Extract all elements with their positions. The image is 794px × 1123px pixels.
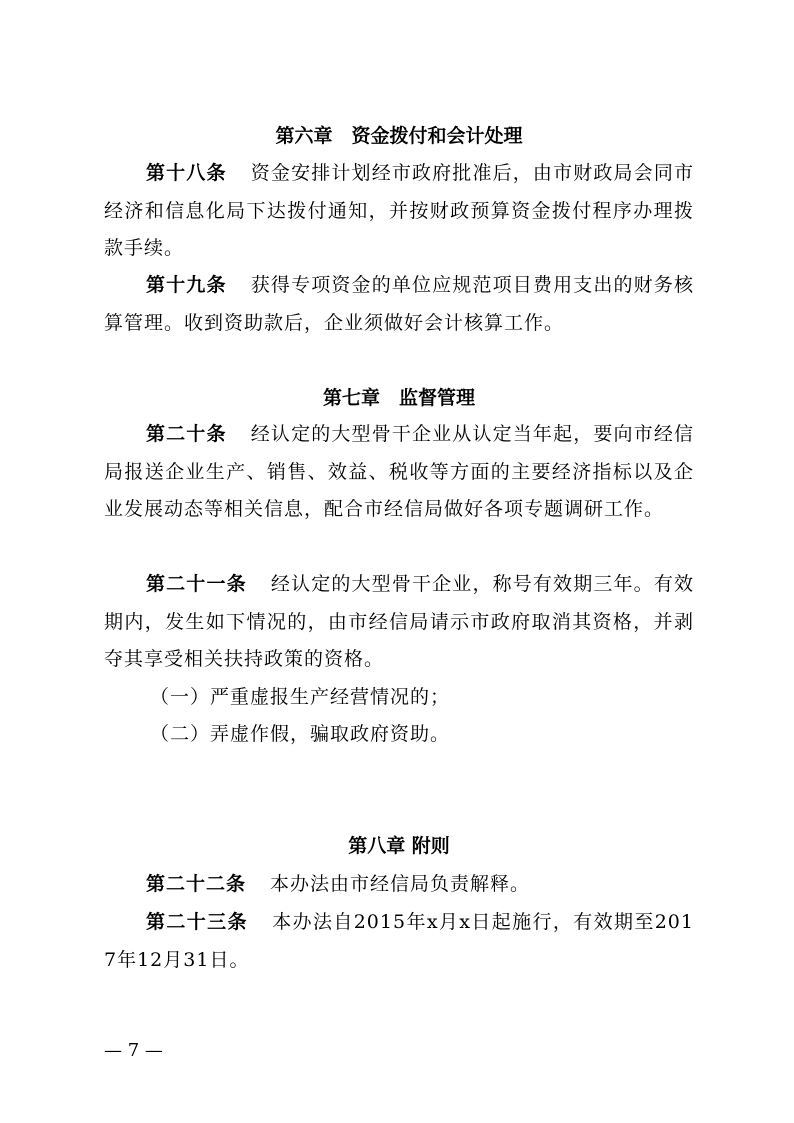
article-19 [104,267,694,342]
article-18 [104,155,694,268]
article-21-text: 经认定的大型骨干企业，称号有效期三年。有效期内，发生如下情况的，由市经信局请示市政府取消其资格，并剥夺其享受相关扶持政策的资格。 [104,573,694,670]
article-20-label: 第二十条 [146,423,227,445]
article-21 [104,566,694,679]
page-number: — 7 — [104,1040,163,1061]
article-22 [104,866,694,904]
article-23-label: 第二十三条 [146,911,248,933]
article-19-label: 第十九条 [146,274,227,296]
list-item: （二）弄虚作假，骗取政府资助。 [150,723,451,745]
article-23 [104,904,694,979]
chapter-6-heading: 第六章 资金拨付和会计处理 [275,125,523,147]
list-item: （一）严重虚报生产经营情况的； [150,686,451,708]
article-18-text: 资金安排计划经市政府批准后，由市财政局会同市经济和信息化局下达拨付通知，并按财政预算资金拨付程序办理拨款手续。 [104,162,694,259]
article-19-text: 获得专项资金的单位应规范项目费用支出的财务核算管理。收到资助款后，企业须做好会计核算工作。 [104,274,694,334]
article-21-label: 第二十一条 [146,573,247,595]
article-22-label: 第二十二条 [146,873,247,895]
article-20-text: 经认定的大型骨干企业从认定当年起，要向市经信局报送企业生产、销售、效益、税收等方面的主要经济指标以及企业发展动态等相关信息，配合市经信局做好各项专题调研工作。 [104,423,694,520]
chapter-7-heading: 第七章 监督管理 [322,387,475,409]
article-22-text: 本办法由市经信局负责解释。 [270,873,531,895]
article-20 [104,416,694,529]
chapter-8-heading: 第八章 附则 [348,835,450,857]
article-18-label: 第十八条 [146,162,227,184]
article-23-text: 本办法自2015年x月x日起施行，有效期至2017年12月31日。 [104,911,694,971]
